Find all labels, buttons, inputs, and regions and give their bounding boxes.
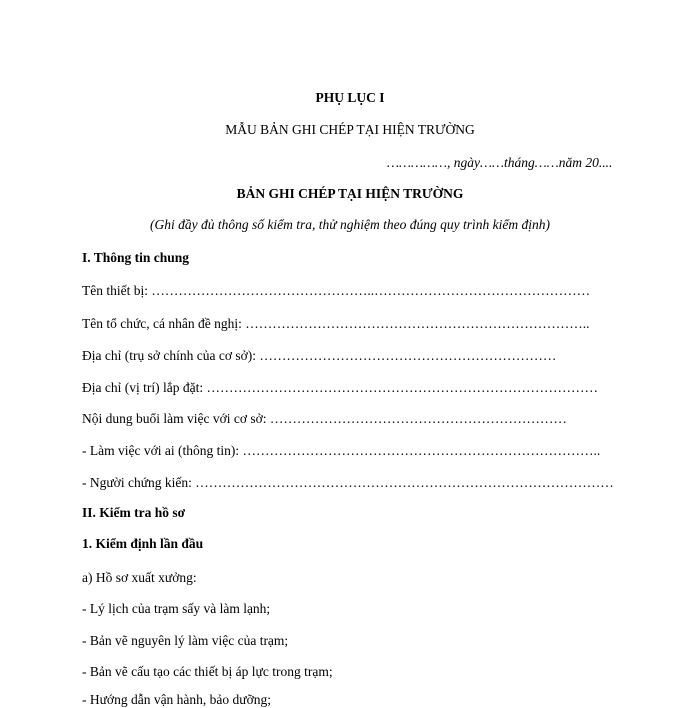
list-item: - Hướng dẫn vận hành, bảo dưỡng; (82, 692, 271, 707)
field-organization: Tên tổ chức, cá nhân đề nghị: ………………………………………………………………….. (82, 316, 590, 331)
section-2-subheading: 1. Kiểm định lần đầu (82, 536, 204, 551)
field-meeting-content: Nội dung buổi làm việc với cơ sở: ………………………………………………………… (82, 411, 567, 426)
field-headquarters-address: Địa chỉ (trụ sở chính của cơ sở): ………………………………………………………… (82, 348, 557, 363)
section-1-heading: I. Thông tin chung (82, 250, 190, 265)
list-item: - Bản vẽ cấu tạo các thiết bị áp lực trong trạm; (82, 664, 333, 679)
field-device-name: Tên thiết bị: …………………………………………..………………………………………… (82, 283, 591, 298)
field-installation-address: Địa chỉ (vị trí) lắp đặt: …………………………………………………………………………… (82, 380, 598, 395)
field-contact-person: - Làm việc với ai (thông tin): …………………………………………………………………….. (82, 443, 601, 458)
date-line: ……………, ngày……tháng……năm 20.... (387, 155, 613, 170)
list-item: a) Hồ sơ xuất xưởng: (82, 570, 197, 585)
appendix-title: PHỤ LỤC I (315, 90, 385, 105)
field-witness: - Người chứng kiến: ………………………………………………………………………………… (82, 475, 614, 490)
main-title: BẢN GHI CHÉP TẠI HIỆN TRƯỜNG (236, 186, 464, 201)
list-item: - Lý lịch của trạm sấy và làm lạnh; (82, 601, 271, 616)
list-item: - Bản vẽ nguyên lý làm việc của trạm; (82, 633, 289, 648)
section-2-heading: II. Kiểm tra hồ sơ (82, 505, 186, 520)
form-title: MẪU BẢN GHI CHÉP TẠI HIỆN TRƯỜNG (225, 122, 475, 137)
subtitle: (Ghi đầy đủ thông số kiểm tra, thử nghiệm theo đúng quy trình kiểm định) (150, 217, 550, 232)
